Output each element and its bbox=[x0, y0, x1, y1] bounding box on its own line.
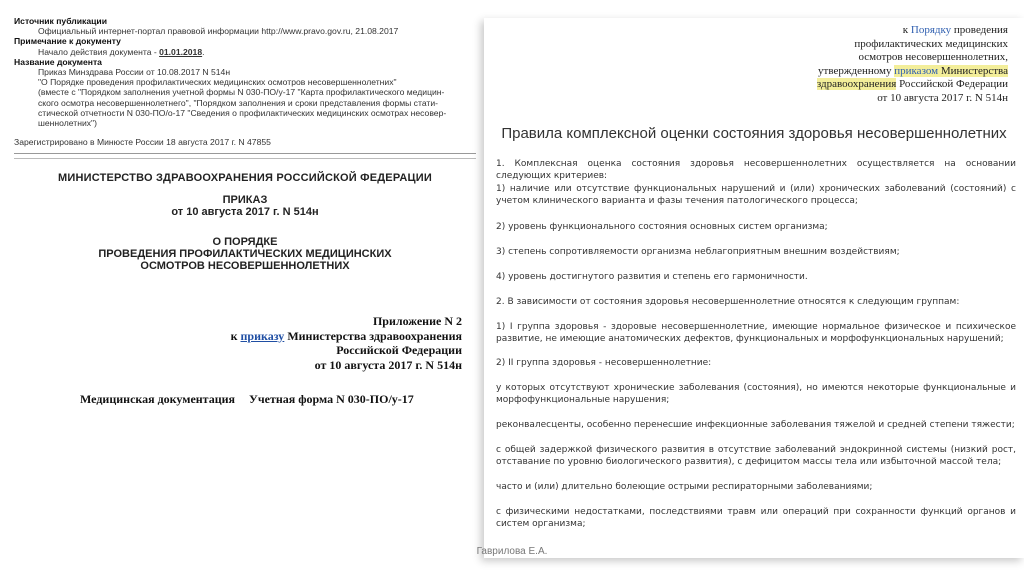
paragraph: 2) II группа здоровья - несовершеннолетние: bbox=[496, 358, 712, 368]
appendix-line: от 10 августа 2017 г. N 514н bbox=[314, 357, 462, 372]
appendix-block bbox=[210, 314, 462, 372]
name-line: (вместе с "Порядком заполнения учетной формы N 030-ПО/у-17 "Карта профилактического медицин- bbox=[38, 87, 445, 98]
paragraph: 1. Комплексная оценка состояния здоровья несовершеннолетних осуществляется на основании следующих критериев: bbox=[496, 159, 1016, 181]
note-prefix: Начало действия документа - bbox=[38, 46, 160, 57]
appendix-header bbox=[678, 24, 1008, 106]
note-suffix: . bbox=[202, 46, 205, 57]
paragraph: с физическими недостатками, последствиями травм или операций при сохранности функций органов и систем организма; bbox=[496, 507, 1016, 529]
document-metadata bbox=[14, 16, 476, 147]
order-title: ПРИКАЗ bbox=[222, 194, 268, 206]
subject-line: ОСМОТРОВ НЕСОВЕРШЕННОЛЕТНИХ bbox=[140, 260, 350, 272]
meddoc-label: Медицинская документация bbox=[80, 392, 236, 406]
paragraph: 2) уровень функционального состояния основных систем организма; bbox=[496, 222, 828, 232]
header-line: профилактических медицинских bbox=[854, 37, 1008, 50]
paragraph: часто и (или) длительно болеющие острыми респираторными заболеваниями; bbox=[496, 482, 873, 492]
divider bbox=[14, 158, 476, 159]
registration-note: Зарегистрировано в Минюсте России 18 августа 2017 г. N 47855 bbox=[14, 137, 271, 148]
ministry-heading: МИНИСТЕРСТВО ЗДРАВООХРАНЕНИЯ РОССИЙСКОЙ ФЕДЕРАЦИИ bbox=[57, 172, 432, 184]
right-document-page bbox=[484, 18, 1024, 558]
header-suffix: Российской Федерации bbox=[896, 78, 1008, 91]
highlighted-text: здравоохранения bbox=[816, 78, 897, 91]
appendix-ref-suffix: Министерства здравоохранения bbox=[284, 328, 462, 343]
paragraph: 1) I группа здоровья - здоровые несовершеннолетние, имеющие нормальное физическое и психическое развитие, не имеющие анатомических дефектов, функциональных и морфофункциональных нарушений; bbox=[496, 322, 1016, 344]
paragraph: 1) наличие или отсутствие функциональных нарушений и (или) хронических заболеваний (состояний) с учетом клинического варианта и фазы течения патологического процесса; bbox=[496, 184, 1016, 206]
name-line: шеннолетних") bbox=[38, 118, 97, 129]
header-prefix: утвержденному bbox=[818, 64, 895, 77]
header-line bbox=[678, 24, 1008, 38]
header-line: осмотров несовершеннолетних, bbox=[858, 51, 1008, 64]
name-line: "О Порядке проведения профилактических медицинских осмотров несовершеннолетних" bbox=[38, 77, 397, 88]
paragraph: 3) степень сопротивляемости организма неблагоприятным внешним воздействиям; bbox=[496, 247, 900, 257]
header-suffix: проведения bbox=[951, 24, 1008, 36]
appendix-ref-prefix: к bbox=[230, 328, 241, 343]
name-line: Приказ Минздрава России от 10.08.2017 N 514н bbox=[38, 67, 231, 78]
order-heading bbox=[14, 194, 476, 218]
appendix-ref bbox=[210, 329, 462, 344]
paragraph: реконвалесценты, особенно перенесшие инфекционные заболевания тяжелой и средней степени тяжести; bbox=[496, 420, 1015, 430]
note-label: Примечание к документу bbox=[14, 36, 121, 47]
source-value: Официальный интернет-портал правовой информации http://www.pravo.gov.ru, 21.08.2017 bbox=[38, 26, 399, 37]
paragraph: 4) уровень достигнутого развития и степень его гармоничности. bbox=[496, 272, 808, 282]
order-link[interactable]: приказу bbox=[240, 328, 285, 343]
order-subject bbox=[14, 236, 476, 272]
header-line: от 10 августа 2017 г. N 514н bbox=[877, 91, 1008, 104]
subject-line: ПРОВЕДЕНИЯ ПРОФИЛАКТИЧЕСКИХ МЕДИЦИНСКИХ bbox=[98, 248, 392, 260]
highlighted-text: Министерства bbox=[938, 64, 1008, 77]
order-link[interactable]: приказом bbox=[894, 64, 939, 77]
name-line: ского осмотра несовершеннолетнего", "Порядком заполнения и сроки представления формы стати- bbox=[38, 97, 439, 108]
header-prefix: к bbox=[902, 24, 911, 36]
paragraph: у которых отсутствуют хронические заболевания (состояния), но имеются некоторые функциональные и морфофункциональные нарушения; bbox=[496, 383, 1016, 405]
rules-title: Правила комплексной оценки состояния здоровья несовершеннолетних bbox=[501, 125, 1007, 142]
left-document-page bbox=[0, 0, 480, 574]
form-number: Учетная форма N 030-ПО/у-17 bbox=[249, 392, 414, 406]
note-date: 01.01.2018 bbox=[159, 46, 203, 57]
subject-line: О ПОРЯДКЕ bbox=[212, 236, 278, 248]
appendix-number: Приложение N 2 bbox=[372, 314, 462, 328]
procedure-link[interactable]: Порядку bbox=[910, 24, 952, 36]
note-value bbox=[14, 47, 476, 57]
slide-footer: Гаврилова Е.А. bbox=[476, 546, 548, 557]
medical-documentation-line bbox=[80, 392, 470, 407]
order-date: от 10 августа 2017 г. N 514н bbox=[171, 206, 319, 218]
divider bbox=[14, 153, 476, 154]
paragraph: с общей задержкой физического развития в отсутствие заболеваний эндокринной системы (низкий рост, отставание по уровню биологического развития), с дефицитом массы тела или избыточной массой тела; bbox=[496, 445, 1016, 467]
source-label: Источник публикации bbox=[14, 16, 107, 26]
name-label: Название документа bbox=[14, 56, 102, 67]
paragraph: 2. В зависимости от состояния здоровья несовершеннолетние относятся к следующим группам: bbox=[496, 297, 960, 307]
header-line bbox=[678, 65, 1008, 79]
name-line: стической отчетности N 030-ПО/о-17 "Сведения о профилактических медицинских осмотрах несовер- bbox=[38, 107, 447, 118]
header-line bbox=[678, 78, 1008, 92]
appendix-line: Российской Федерации bbox=[336, 343, 462, 357]
